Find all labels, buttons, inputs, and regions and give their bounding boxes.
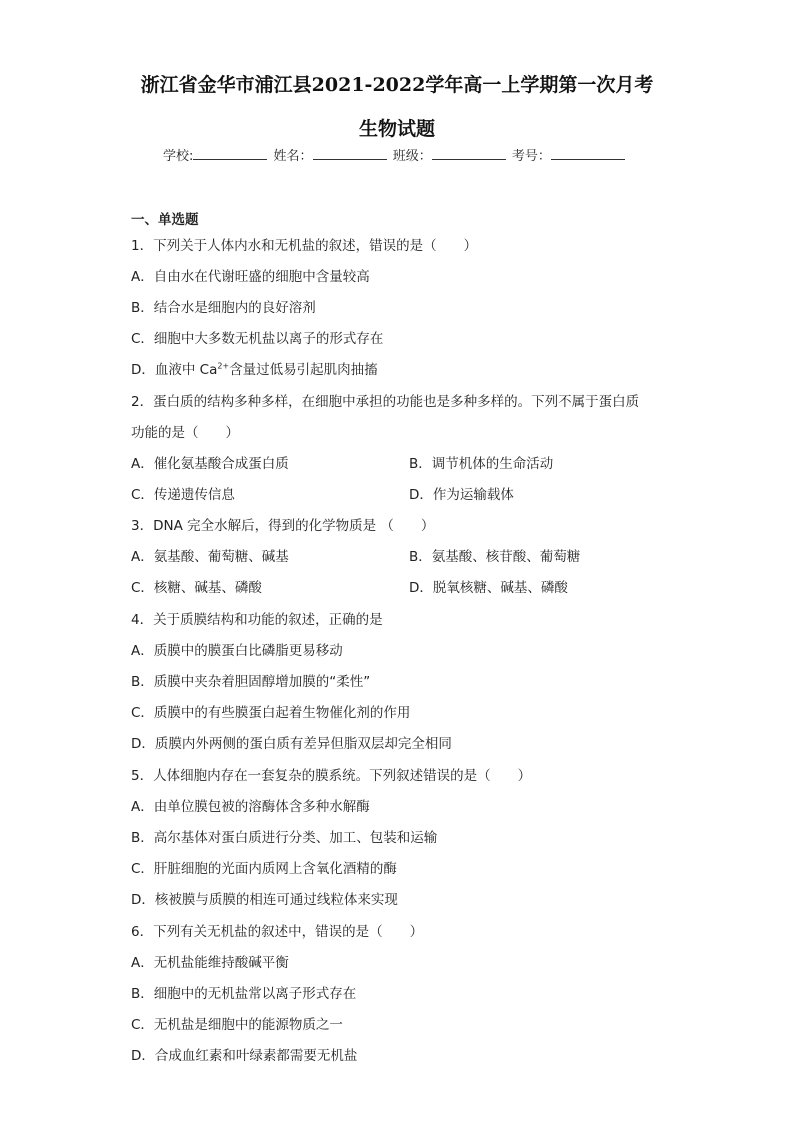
exam-number-label: 考号： (511, 149, 551, 164)
q1-option-c: C．细胞中大多数无机盐以离子的形式存在 (131, 331, 384, 347)
q5-stem: 5．人体细胞内存在一套复杂的膜系统。下列叙述错误的是（ ） (131, 768, 532, 784)
q2-option-a: A．催化氨基酸合成蛋白质 (131, 456, 289, 472)
q4-stem: 4．关于质膜结构和功能的叙述，正确的是 (131, 612, 383, 628)
q5-option-d: D．核被膜与质膜的相连可通过线粒体来实现 (131, 892, 398, 908)
q4-option-c: C．质膜中的有些膜蛋白起着生物催化剂的作用 (131, 705, 411, 721)
q5-option-c: C．肝脏细胞的光面内质网上含氧化酒精的酶 (131, 861, 397, 877)
q2-stem-line1: 2．蛋白质的结构多种多样，在细胞中承担的功能也是多种多样的。下列不属于蛋白质 (131, 394, 640, 410)
q3-option-b: B．氨基酸、核苷酸、葡萄糖 (409, 549, 581, 565)
q1-stem: 1．下列关于人体内水和无机盐的叙述，错误的是（ ） (131, 238, 478, 254)
q6-option-d: D．合成血红素和叶绿素都需要无机盐 (131, 1048, 358, 1064)
q1-option-d-sup: 2+ (217, 361, 230, 371)
q2-option-d: D．作为运输载体 (409, 487, 514, 503)
q3-option-c: C．核糖、碱基、磷酸 (131, 580, 262, 596)
q2-stem-line2: 功能的是（ ） (131, 425, 239, 441)
q2-option-b: B．调节机体的生命活动 (409, 456, 554, 472)
school-label: 学校: (163, 149, 194, 164)
q1-option-b: B．结合水是细胞内的良好溶剂 (131, 300, 316, 316)
q6-stem: 6．下列有关无机盐的叙述中，错误的是（ ） (131, 924, 424, 940)
q3-option-a: A．氨基酸、葡萄糖、碱基 (131, 549, 289, 565)
exam-subject: 生物试题 (358, 118, 435, 140)
exam-number-blank (551, 147, 625, 160)
name-blank (313, 147, 387, 160)
q6-option-c: C．无机盐是细胞中的能源物质之一 (131, 1017, 343, 1033)
q3-option-d: D．脱氧核糖、碱基、磷酸 (409, 580, 568, 596)
q1-option-d-post: 含量过低易引起肌肉抽搐 (229, 362, 378, 378)
q6-option-a: A．无机盐能维持酸碱平衡 (131, 955, 289, 971)
school-blank (193, 147, 267, 160)
q4-option-d: D．质膜内外两侧的蛋白质有差异但脂双层却完全相同 (131, 736, 452, 752)
class-blank (432, 147, 506, 160)
q1-option-d-pre: D．血液中 Ca (131, 362, 218, 378)
exam-title: 浙江省金华市浦江县2021-2022学年高一上学期第一次月考 (140, 74, 654, 96)
section-heading: 一、单选题 (131, 212, 199, 228)
class-label: 班级： (392, 149, 432, 164)
student-info-row (163, 145, 627, 164)
q1-option-a: A．自由水在代谢旺盛的细胞中含量较高 (131, 269, 370, 285)
q4-option-b: B．质膜中夹杂着胆固醇增加膜的“柔性” (131, 674, 371, 690)
q5-option-a: A．由单位膜包被的溶酶体含多种水解酶 (131, 799, 370, 815)
q2-option-c: C．传递遗传信息 (131, 487, 235, 503)
q1-option-d (131, 358, 378, 378)
name-label: 姓名： (273, 149, 313, 164)
q5-option-b: B．高尔基体对蛋白质进行分类、加工、包装和运输 (131, 830, 438, 846)
q3-stem: 3．DNA 完全水解后，得到的化学物质是 （ ） (131, 518, 435, 534)
q4-option-a: A．质膜中的膜蛋白比磷脂更易移动 (131, 643, 343, 659)
q6-option-b: B．细胞中的无机盐常以离子形式存在 (131, 986, 357, 1002)
